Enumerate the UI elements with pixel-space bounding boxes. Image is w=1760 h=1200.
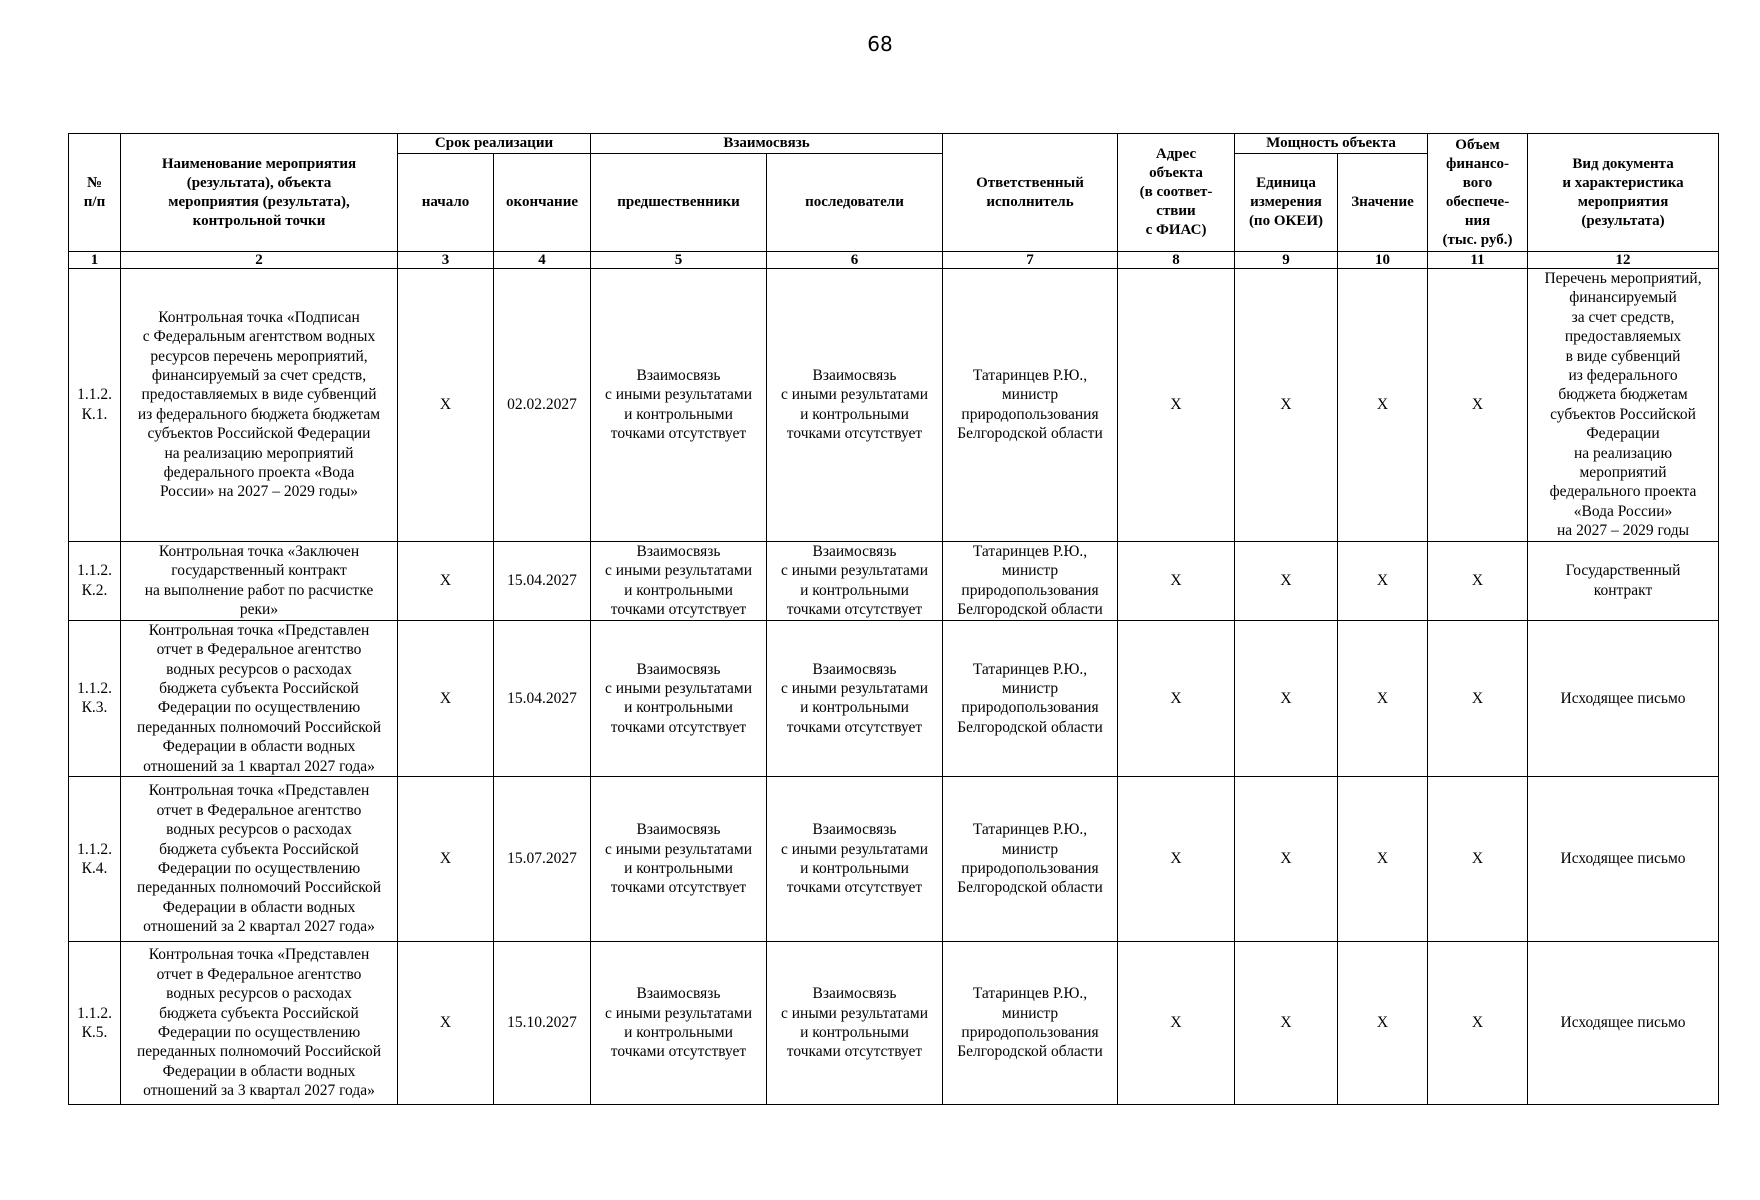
- row-predecessors: Взаимосвязь с иными результатами и контрольными точками отсутствует: [591, 269, 767, 542]
- row-successors: Взаимосвязь с иными результатами и контрольными точками отсутствует: [767, 620, 943, 776]
- header-unit: Единица измерения (по ОКЕИ): [1235, 154, 1338, 252]
- row-address: X: [1118, 776, 1235, 941]
- row-value: X: [1338, 269, 1428, 542]
- row-executor: Татаринцев Р.Ю., министр природопользования Белгородской области: [943, 541, 1118, 620]
- row-name: Контрольная точка «Представлен отчет в Федеральное агентство водных ресурсов о расходах бюджета субъекта Российской Федерации по осуществлению переданных полномочий Российской Федерации в области водных отношений за 3 квартал 2027 года»: [121, 941, 398, 1104]
- row-doc-type: Государственный контракт: [1528, 541, 1719, 620]
- row-doc-type: Исходящее письмо: [1528, 620, 1719, 776]
- header-successors: последователи: [767, 154, 943, 252]
- row-address: X: [1118, 541, 1235, 620]
- column-number: 11: [1428, 252, 1528, 269]
- row-executor: Татаринцев Р.Ю., министр природопользования Белгородской области: [943, 941, 1118, 1104]
- header-funding: Объем финансо- вого обеспече- ния (тыс. руб.): [1428, 134, 1528, 252]
- header-doc-type: Вид документа и характеристика мероприятия (результата): [1528, 134, 1719, 252]
- column-number: 8: [1118, 252, 1235, 269]
- row-number: 1.1.2. К.1.: [69, 269, 121, 542]
- row-name: Контрольная точка «Заключен государственный контракт на выполнение работ по расчистке реки»: [121, 541, 398, 620]
- column-number: 1: [69, 252, 121, 269]
- row-number: 1.1.2. К.5.: [69, 941, 121, 1104]
- row-unit: X: [1235, 941, 1338, 1104]
- row-value: X: [1338, 541, 1428, 620]
- row-executor: Татаринцев Р.Ю., министр природопользования Белгородской области: [943, 269, 1118, 542]
- row-funding: X: [1428, 541, 1528, 620]
- row-predecessors: Взаимосвязь с иными результатами и контрольными точками отсутствует: [591, 620, 767, 776]
- row-start: X: [398, 941, 494, 1104]
- row-unit: X: [1235, 776, 1338, 941]
- row-number: 1.1.2. К.4.: [69, 776, 121, 941]
- header-end: окончание: [494, 154, 591, 252]
- row-predecessors: Взаимосвязь с иными результатами и контрольными точками отсутствует: [591, 541, 767, 620]
- header-predecessors: предшественники: [591, 154, 767, 252]
- row-doc-type: Исходящее письмо: [1528, 941, 1719, 1104]
- row-doc-type: Перечень мероприятий, финансируемый за счет средств, предоставляемых в виде субвенций из федерального бюджета бюджетам субъектов Российской Федерации на реализацию мероприятий федерального проекта «Вода России» на 2027 – 2029 годы: [1528, 269, 1719, 542]
- row-name: Контрольная точка «Подписан с Федеральным агентством водных ресурсов перечень мероприятий, финансируемый за счет средств, предоставляемых в виде субвенций из федерального бюджета бюджетам субъектов Российской Федерации на реализацию мероприятий федерального проекта «Вода России» на 2027 – 2029 годы»: [121, 269, 398, 542]
- control-points-table: [68, 133, 1719, 1105]
- row-start: X: [398, 541, 494, 620]
- row-unit: X: [1235, 620, 1338, 776]
- header-capacity: Мощность объекта: [1235, 134, 1428, 154]
- row-funding: X: [1428, 269, 1528, 542]
- table-row: [69, 620, 1719, 776]
- row-funding: X: [1428, 776, 1528, 941]
- header-value: Значение: [1338, 154, 1428, 252]
- row-doc-type: Исходящее письмо: [1528, 776, 1719, 941]
- header-relation: Взаимосвязь: [591, 134, 943, 154]
- header-period: Срок реализации: [398, 134, 591, 154]
- column-number: 7: [943, 252, 1118, 269]
- table-row: [69, 941, 1719, 1104]
- column-numbers-row: [69, 252, 1719, 269]
- row-successors: Взаимосвязь с иными результатами и контрольными точками отсутствует: [767, 541, 943, 620]
- row-name: Контрольная точка «Представлен отчет в Федеральное агентство водных ресурсов о расходах бюджета субъекта Российской Федерации по осуществлению переданных полномочий Российской Федерации в области водных отношений за 2 квартал 2027 года»: [121, 776, 398, 941]
- row-end: 02.02.2027: [494, 269, 591, 542]
- row-successors: Взаимосвязь с иными результатами и контрольными точками отсутствует: [767, 776, 943, 941]
- header-name: Наименование мероприятия (результата), объекта мероприятия (результата), контрольной точки: [121, 134, 398, 252]
- row-address: X: [1118, 941, 1235, 1104]
- row-value: X: [1338, 941, 1428, 1104]
- row-funding: X: [1428, 941, 1528, 1104]
- row-address: X: [1118, 269, 1235, 542]
- row-successors: Взаимосвязь с иными результатами и контрольными точками отсутствует: [767, 941, 943, 1104]
- column-number: 6: [767, 252, 943, 269]
- column-number: 9: [1235, 252, 1338, 269]
- row-address: X: [1118, 620, 1235, 776]
- row-predecessors: Взаимосвязь с иными результатами и контрольными точками отсутствует: [591, 776, 767, 941]
- row-start: X: [398, 776, 494, 941]
- row-number: 1.1.2. К.3.: [69, 620, 121, 776]
- row-end: 15.04.2027: [494, 541, 591, 620]
- row-number: 1.1.2. К.2.: [69, 541, 121, 620]
- column-number: 3: [398, 252, 494, 269]
- row-end: 15.10.2027: [494, 941, 591, 1104]
- column-number: 10: [1338, 252, 1428, 269]
- page-number: 68: [867, 32, 893, 56]
- row-successors: Взаимосвязь с иными результатами и контрольными точками отсутствует: [767, 269, 943, 542]
- row-end: 15.04.2027: [494, 620, 591, 776]
- row-start: X: [398, 620, 494, 776]
- row-start: X: [398, 269, 494, 542]
- row-name: Контрольная точка «Представлен отчет в Федеральное агентство водных ресурсов о расходах бюджета субъекта Российской Федерации по осуществлению переданных полномочий Российской Федерации в области водных отношений за 1 квартал 2027 года»: [121, 620, 398, 776]
- header-executor: Ответственный исполнитель: [943, 134, 1118, 252]
- table-row: [69, 269, 1719, 542]
- row-executor: Татаринцев Р.Ю., министр природопользования Белгородской области: [943, 620, 1118, 776]
- column-number: 2: [121, 252, 398, 269]
- column-number: 12: [1528, 252, 1719, 269]
- row-end: 15.07.2027: [494, 776, 591, 941]
- row-unit: X: [1235, 269, 1338, 542]
- header-no: № п/п: [69, 134, 121, 252]
- header-address: Адрес объекта (в соответ- ствии с ФИАС): [1118, 134, 1235, 252]
- table-row: [69, 541, 1719, 620]
- header-start: начало: [398, 154, 494, 252]
- row-funding: X: [1428, 620, 1528, 776]
- table-row: [69, 776, 1719, 941]
- row-unit: X: [1235, 541, 1338, 620]
- row-value: X: [1338, 776, 1428, 941]
- column-number: 5: [591, 252, 767, 269]
- row-value: X: [1338, 620, 1428, 776]
- row-predecessors: Взаимосвязь с иными результатами и контрольными точками отсутствует: [591, 941, 767, 1104]
- column-number: 4: [494, 252, 591, 269]
- row-executor: Татаринцев Р.Ю., министр природопользования Белгородской области: [943, 776, 1118, 941]
